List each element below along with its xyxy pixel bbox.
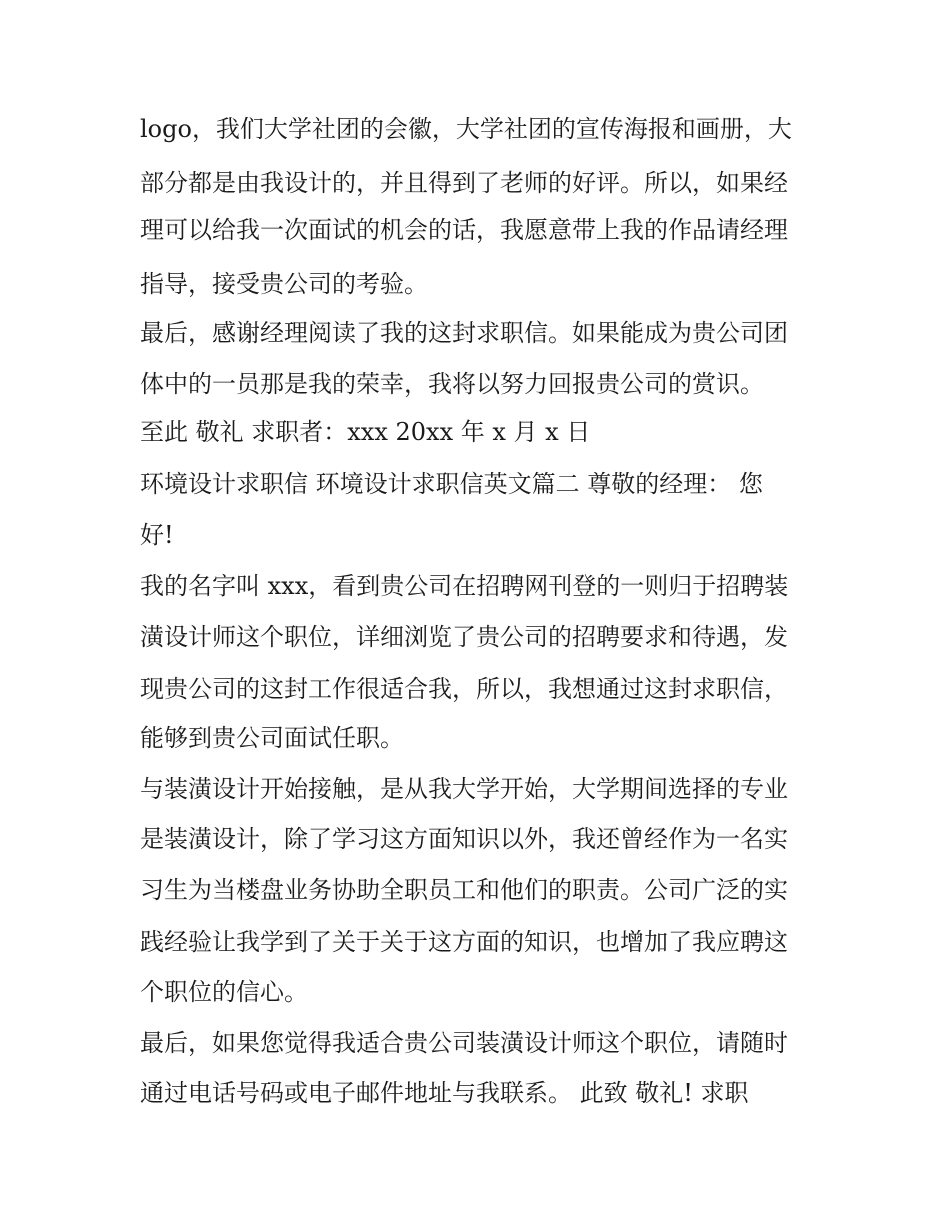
- text-line: 能够到贵公司面试任职。: [140, 724, 404, 752]
- text-line: 通过电话号码或电子邮件地址与我联系。 此致 敬礼! 求职: [140, 1079, 749, 1107]
- text-line: 我的名字叫 xxx，看到贵公司在招聘网刊登的一则归于招聘装: [140, 572, 789, 600]
- text-line: 是装潢设计，除了学习这方面知识以外，我还曾经作为一名实: [140, 825, 788, 853]
- text-line: 部分都是由我设计的，并且得到了老师的好评。所以，如果经: [140, 169, 788, 197]
- text-line: logo，我们大学社团的会徽，大学社团的宣传海报和画册，大: [140, 115, 792, 143]
- text-line: 与装潢设计开始接触，是从我大学开始，大学期间选择的专业: [140, 775, 788, 803]
- text-line: 环境设计求职信 环境设计求职信英文篇二 尊敬的经理： 您: [140, 470, 763, 498]
- text-line: 践经验让我学到了关于关于这方面的知识，也增加了我应聘这: [140, 928, 788, 956]
- text-line: 潢设计师这个职位，详细浏览了贵公司的招聘要求和待遇，发: [140, 623, 788, 651]
- text-line: 现贵公司的这封工作很适合我，所以，我想通过这封求职信，: [140, 675, 788, 703]
- text-line: 指导，接受贵公司的考验。: [140, 270, 428, 298]
- text-line: 个职位的信心。: [140, 978, 308, 1006]
- text-line: 至此 敬礼 求职者：xxx 20xx 年 x 月 x 日: [140, 418, 591, 446]
- text-line: 最后，感谢经理阅读了我的这封求职信。如果能成为贵公司团: [140, 319, 788, 347]
- text-line: 体中的一员那是我的荣幸，我将以努力回报贵公司的赏识。: [140, 370, 764, 398]
- text-line: 最后，如果您觉得我适合贵公司装潢设计师这个职位，请随时: [140, 1029, 788, 1057]
- text-line: 好!: [140, 521, 174, 549]
- text-line: 理可以给我一次面试的机会的话，我愿意带上我的作品请经理: [140, 216, 788, 244]
- text-line: 习生为当楼盘业务协助全职员工和他们的职责。公司广泛的实: [140, 876, 788, 904]
